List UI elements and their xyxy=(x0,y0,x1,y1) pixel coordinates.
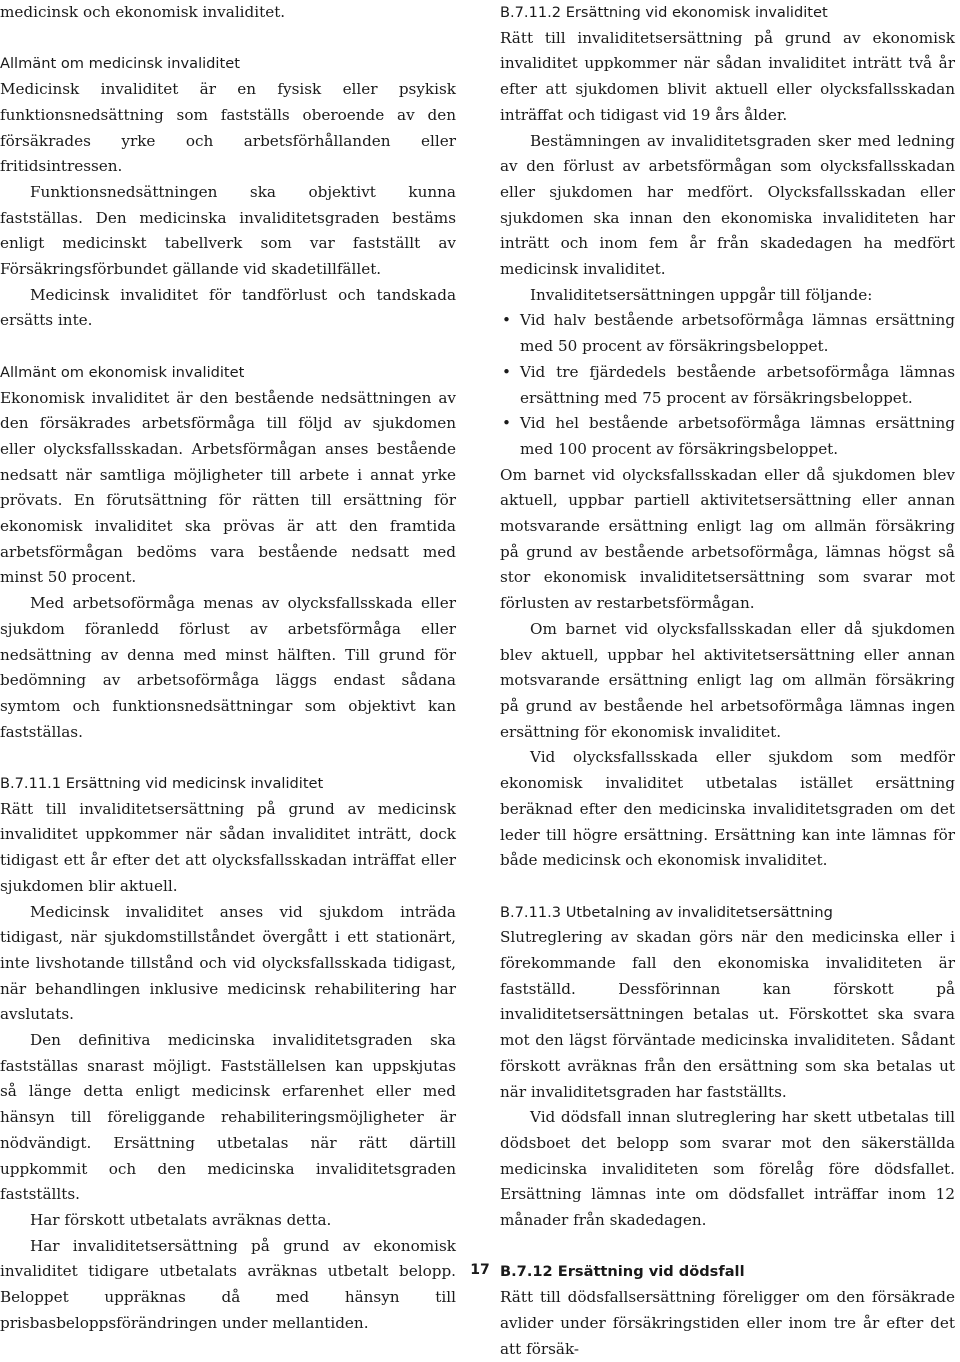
paragraph: Invaliditetsersättningen uppgår till följande: xyxy=(530,285,873,304)
paragraph: Vid dödsfall innan slutreglering har skett utbetalas till dödsboet det belopp som svarar mot den säkerställda medicinska invaliditeten som förelåg före dödsfallet. Ersättning lämnas inte om dödsfallet inträffar inom 12 månader från skadedagen. xyxy=(500,1108,955,1230)
page-number: 17 xyxy=(470,1262,490,1278)
paragraph: Om barnet vid olycksfallsskadan eller då sjukdomen blev aktuell, uppbar hel aktivitetsersättning eller annan motsvarande ersättning enligt lag om allmän försäkring på grund av bestående hel arbetsoförmåga lämnas ingen ersättning för ekonomisk invaliditet. xyxy=(500,619,955,741)
section-heading-b7113: B.7.11.3 Utbetalning av invaliditetsersättning xyxy=(500,903,833,921)
right-column xyxy=(500,0,955,1362)
section-heading-b712: B.7.12 Ersättning vid dödsfall xyxy=(500,1263,745,1281)
paragraph: Vid olycksfallsskada eller sjukdom som medför ekonomisk invaliditet utbetalas istället ersättning beräknad efter den medicinska invaliditetsgraden om det leder till högre ersättning. Ersättning kan inte lämnas för både medicinsk och ekonomisk invaliditet. xyxy=(500,748,955,870)
paragraph: Har invaliditetsersättning på grund av ekonomisk invaliditet tidigare utbetalats avräknas utbetalt belopp. Beloppet uppräknas då med hänsyn till prisbasbeloppsförändringen under mellantiden. xyxy=(0,1236,456,1332)
paragraph: Slutreglering av skadan görs när den medicinska eller i förekommande fall den ekonomiska invaliditeten är fastställd. Dessförinnan kan förskott på invaliditetsersättningen betalas ut. Förskottet ska svara mot den lägst förväntade medicinska invaliditeten. Sådant förskott avräknas från den ersättning som ska betalas ut när invaliditetsgraden har fastställts. xyxy=(500,928,955,1101)
paragraph: Medicinsk invaliditet är en fysisk eller psykisk funktionsnedsättning som fastställs oberoende av den försäkrades yrke och arbetsförhållanden eller fritidsintressen. xyxy=(0,80,456,176)
paragraph: medicinsk och ekonomisk invaliditet. xyxy=(0,3,286,21)
left-column xyxy=(0,0,456,1337)
section-heading-b7112: B.7.11.2 Ersättning vid ekonomisk invaliditet xyxy=(500,4,828,21)
list-item: • Vid tre fjärdedels bestående arbetsoförmåga lämnas ersättning med 75 procent av försäkringsbeloppet. xyxy=(500,360,955,411)
paragraph: Bestämningen av invaliditetsgraden sker med ledning av den förlust av arbetsförmågan som olycksfallsskadan eller sjukdomen har medfört. Olycksfallsskadan eller sjukdomen ska innan den ekonomiska invaliditeten har inträtt och inom fem år från skadedagen ha medfört medicinsk invaliditet. xyxy=(500,131,955,279)
list-item: • Vid hel bestående arbetsoförmåga lämnas ersättning med 100 procent av försäkringsbeloppet. xyxy=(500,411,955,462)
paragraph: Ekonomisk invaliditet är den bestående nedsättningen av den försäkrades arbetsförmåga till följd av sjukdomen eller olycksfallsskadan. Arbetsförmågan anses bestående nedsatt när samtliga möjligheter till arbete i annat yrke prövats. En förutsättning för rätten till ersättning för ekonomisk invaliditet ska prövas är att den framtida arbetsförmågan bedöms vara bestående nedsatt med minst 50 procent. xyxy=(0,388,456,587)
section-heading-economic: Allmänt om ekonomisk invaliditet xyxy=(0,363,245,381)
bullet-list xyxy=(500,308,955,462)
paragraph: Rätt till invaliditetsersättning på grund av medicinsk invaliditet uppkommer när sådan invaliditet inträtt, dock tidigast ett år efter det att olycksfallsskadan inträffat eller sjukdomen blir aktuell. xyxy=(0,799,456,895)
paragraph: Rätt till dödsfallsersättning föreligger om den försäkrade avlider under försäkringstiden eller inom tre år efter det att försäk- xyxy=(500,1288,955,1358)
section-heading-b7111: B.7.11.1 Ersättning vid medicinsk invaliditet xyxy=(0,775,324,793)
section-heading-medical: Allmänt om medicinsk invaliditet xyxy=(0,55,240,73)
list-item: • Vid halv bestående arbetsoförmåga lämnas ersättning med 50 procent av försäkringsbeloppet. xyxy=(500,308,955,359)
paragraph: Om barnet vid olycksfallsskadan eller då sjukdomen blev aktuell, uppbar partiell aktivitetsersättning eller annan motsvarande ersättning enligt lag om allmän försäkring på grund av bestående arbetsoförmåga, lämnas högst så stor ekonomisk invaliditetsersättning som svarar mot förlusten av restarbetsförmågan. xyxy=(500,465,955,613)
paragraph: Rätt till invaliditetsersättning på grund av ekonomisk invaliditet uppkommer när sådan invaliditet inträtt två år efter att sjukdomen blivit aktuell eller olycksfallsskadan inträffat och tidigast vid 19 års ålder. xyxy=(500,28,955,124)
paragraph: Har förskott utbetalats avräknas detta. xyxy=(30,1211,332,1229)
paragraph: Medicinsk invaliditet för tandförlust och tandskada ersätts inte. xyxy=(0,285,456,330)
paragraph: Den definitiva medicinska invaliditetsgraden ska fastställas snarast möjligt. Fastställelsen kan uppskjutas så länge detta enligt medicinsk erfarenhet eller med hänsyn till föreliggande rehabiliteringsmöjligheter är nödvändigt. Ersättning utbetalas när rätt därtill uppkommit och den medicinska invaliditetsgraden fastställts. xyxy=(0,1031,456,1204)
paragraph: Med arbetsoförmåga menas av olycksfallsskada eller sjukdom föranledd förlust av arbetsförmåga eller nedsättning av denna med minst hälften. Till grund för bedömning av arbetsoförmåga läggs endast sådana symtom och funktionsnedsättningar som objektivt kan fastställas. xyxy=(0,594,456,741)
paragraph: Funktionsnedsättningen ska objektivt kunna fastställas. Den medicinska invaliditetsgraden bestäms enligt medicinskt tabellverk som var fastställt av Försäkringsförbundet gällande vid skadetillfället. xyxy=(0,182,456,279)
paragraph: Medicinsk invaliditet anses vid sjukdom inträda tidigast, när sjukdomstillståndet övergått i ett stationärt, inte livshotande tillstånd och vid olycksfallsskada tidigast, när behandlingen inklusive medicinsk rehabilitering har avslutats. xyxy=(0,902,456,1024)
